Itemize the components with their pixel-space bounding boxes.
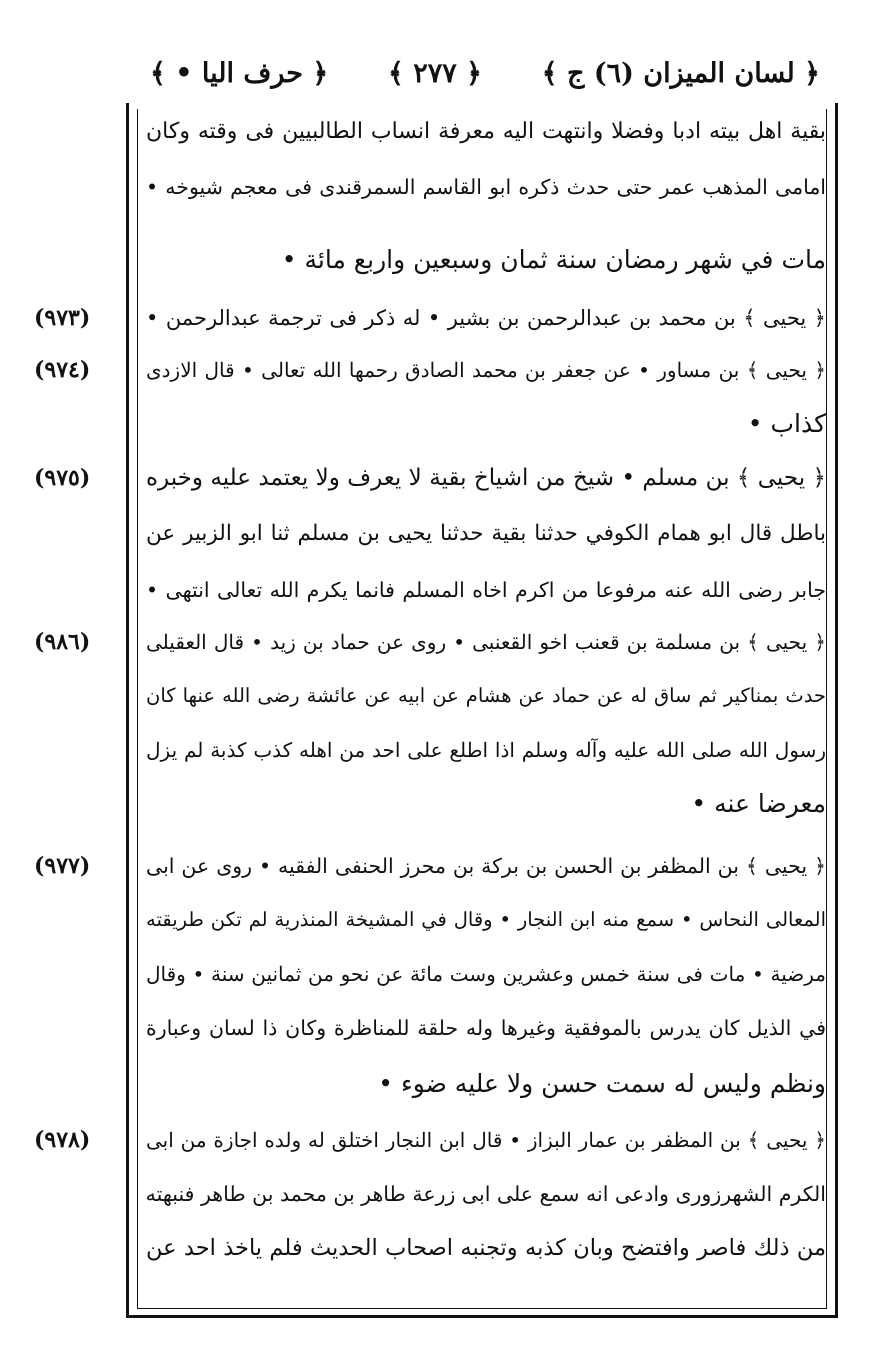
text-line: معرضا عنه • (691, 789, 826, 818)
entry-number: (٩٧٣) (34, 305, 91, 331)
text-line: ﴿ يحيى ﴾ بن مسلم • شيخ من اشياخ بقية لا يعرف ولا يعتمد عليه وخبره (146, 465, 826, 491)
text-line: الكرم الشهرزورى وادعى انه سمع على ابى زرعة طاهر بن محمد بن طاهر فنبهته (146, 1182, 826, 1206)
text-line: المعالى النحاس • سمع منه ابن النجار • وقال في المشيخة المنذرية لم تكن طريقته (146, 908, 826, 931)
text-line: ﴿ يحيى ﴾ بن مسلمة بن قعنب اخو القعنبى • روى عن حماد بن زيد • قال العقيلى (146, 630, 826, 654)
text-line: ﴿ يحيى ﴾ بن المظفر بن عمار البزاز • قال ابن النجار اختلق له ولده اجازة من ابى (146, 1128, 826, 1152)
header-chapter-title: ﴿ حرف اليا • ﴾ (150, 57, 329, 89)
text-line: كذاب • (747, 409, 826, 438)
entry-number: (٩٧٤) (34, 357, 91, 383)
text-line: بقية اهل بيته ادبا وفضلا وانتهت اليه معرفة انساب الطالبيين فى وقته وكان (146, 119, 826, 144)
text-line: ﴿ يحيى ﴾ بن المظفر بن الحسن بن بركة بن محرز الحنفى الفقيه • روى عن ابى (146, 854, 826, 878)
text-line: ﴿ يحيى ﴾ بن مساور • عن جعفر بن محمد الصادق رحمها الله تعالى • قال الازدى (146, 358, 826, 382)
text-line: ﴿ يحيى ﴾ بن محمد بن عبدالرحمن بن بشير • له ذكر فى ترجمة عبدالرحمن • (146, 306, 826, 330)
entry-number: (٩٧٧) (34, 853, 91, 879)
entry-number: (٩٧٥) (34, 465, 91, 491)
text-line: امامى المذهب عمر حتى حدث ذكره ابو القاسم السمرقندى فى معجم شيوخه • (146, 175, 826, 199)
text-line: رسول الله صلى الله عليه وآله وسلم اذا اطلع على احد من اهله كذب كذبة لم يزل (146, 738, 826, 762)
running-header (150, 52, 820, 94)
text-line: مرضية • مات فى سنة خمس وعشرين وست مائة عن نحو من ثمانين سنة • وقال (146, 962, 826, 986)
text-line: ونظم وليس له سمت حسن ولا عليه ضوء • (378, 1069, 826, 1098)
header-page-number: ﴿ ٢٧٧ ﴾ (388, 57, 482, 89)
header-book-title: ﴿ لسان الميزان (٦) ج ﴾ (541, 57, 820, 89)
text-line: من ذلك فاصر وافتضح وبان كذبه وتجنبه اصحاب الحديث فلم ياخذ احد عن (146, 1235, 826, 1261)
text-line: مات في شهر رمضان سنة ثمان وسبعين واربع مائة • (281, 245, 826, 274)
text-line: باطل قال ابو همام الكوفي حدثنا بقية حدثنا يحيى بن مسلم ثنا ابو الزبير عن (146, 521, 826, 546)
entry-number: (٩٧٨) (34, 1127, 91, 1153)
text-line: جابر رضى الله عنه مرفوعا من اكرم اخاه المسلم فانما يكرم الله تعالى انتهى • (146, 578, 826, 602)
text-line: حدث بمناكير ثم ساق له عن حماد عن هشام عن ابيه عن عائشة رضى الله عنها كان (146, 684, 826, 707)
entry-number: (٩٨٦) (34, 629, 91, 655)
text-line: في الذيل كان يدرس بالموفقية وغيرها وله حلقة للمناظرة وكان ذا لسان وعبارة (146, 1016, 826, 1040)
